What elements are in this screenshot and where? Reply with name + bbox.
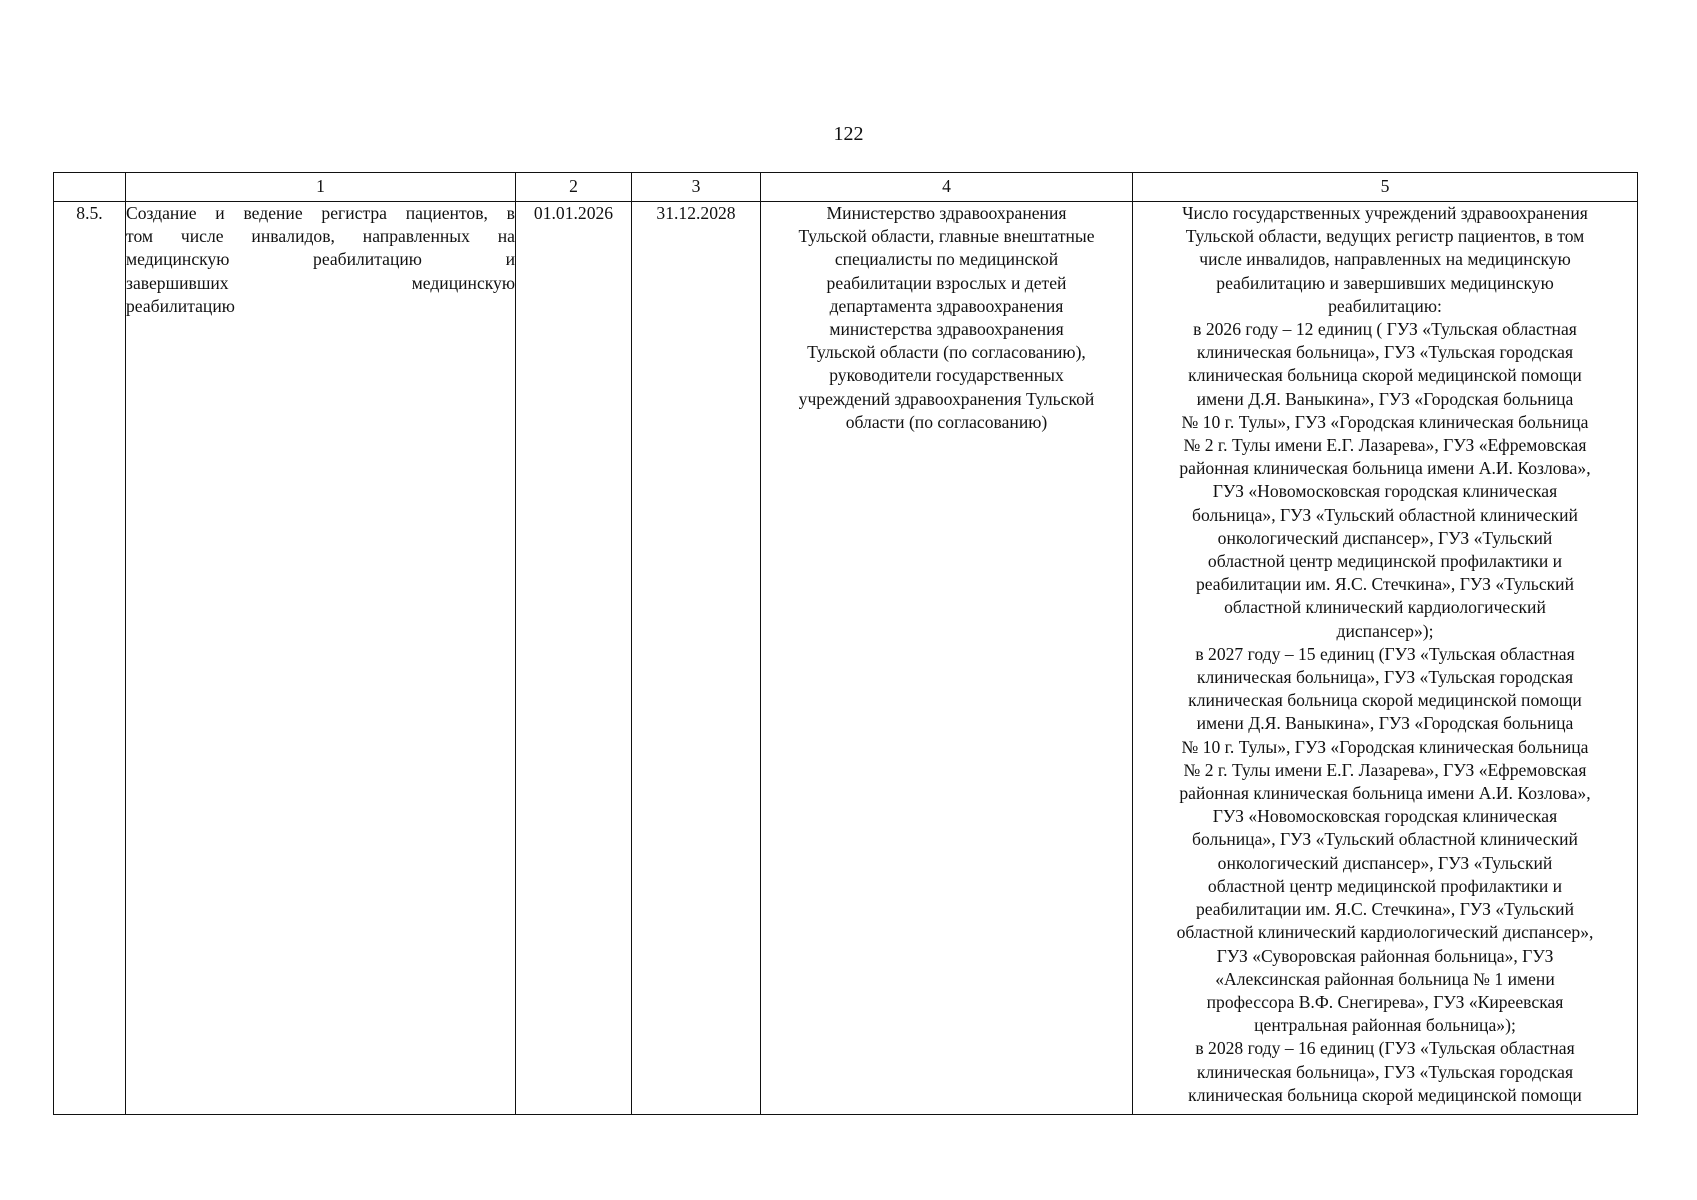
indicator-line: ГУЗ «Новомосковская городская клиническая: [1212, 806, 1558, 827]
page-number: 122: [833, 123, 864, 145]
column-header-5: 5: [1133, 173, 1638, 202]
end-date: 31.12.2028: [632, 202, 761, 1115]
measure-name-line: Создание и ведение регистра пациентов, в: [126, 203, 515, 223]
indicator-line: Тульской области, ведущих регистр пациентов, в том: [1185, 226, 1585, 247]
responsible-line: Тульской области, главные внештатные: [798, 226, 1095, 247]
indicator-line: в 2028 году – 16 единиц (ГУЗ «Тульская областная: [1195, 1038, 1575, 1059]
column-header-number: [54, 173, 126, 202]
indicator-line: районная клиническая больница имени А.И. Козлова»,: [1179, 783, 1591, 804]
indicator-line: имени Д.Я. Ваныкина», ГУЗ «Городская больница: [1196, 713, 1574, 734]
indicator-line: «Алексинская районная больница № 1 имени: [1215, 968, 1555, 989]
indicator-line: № 10 г. Тулы», ГУЗ «Городская клиническая больница: [1181, 736, 1589, 757]
responsible-line: министерства здравоохранения: [829, 319, 1064, 340]
indicator-line: областной центр медицинской профилактики и: [1207, 875, 1563, 896]
measure-name-line: том числе инвалидов, направленных на: [126, 226, 515, 247]
indicator-line: № 2 г. Тулы имени Е.Г. Лазарева», ГУЗ «Ефремовская: [1183, 759, 1587, 780]
indicator-line: онкологический диспансер», ГУЗ «Тульский: [1217, 852, 1553, 873]
responsible-line: Министерство здравоохранения: [826, 203, 1067, 223]
indicator-line: районная клиническая больница имени А.И. Козлова»,: [1179, 458, 1591, 479]
indicator-line: диспансер»);: [1336, 620, 1434, 641]
indicator-line: ГУЗ «Суворовская районная больница», ГУЗ: [1216, 945, 1554, 966]
indicator-line: клиническая больница скорой медицинской помощи: [1188, 690, 1582, 711]
measure-name-line: завершивших медицинскую: [126, 272, 515, 293]
indicator-line: в 2026 году – 12 единиц ( ГУЗ «Тульская областная: [1193, 319, 1577, 340]
responsible-line: Тульской области (по согласованию),: [807, 342, 1086, 363]
indicator-line: реабилитации им. Я.С. Стечкина», ГУЗ «Тульский: [1195, 574, 1575, 595]
indicator-line: областной клинический кардиологический: [1224, 597, 1546, 618]
indicator-line: числе инвалидов, направленных на медицинскую: [1199, 249, 1571, 270]
column-header-1: 1: [126, 173, 516, 202]
responsible-line: руководители государственных: [829, 365, 1064, 386]
measure-name-line: реабилитацию: [126, 295, 235, 316]
measure-name: [126, 202, 516, 1115]
indicator-line: центральная районная больница»);: [1254, 1015, 1516, 1036]
indicator-line: областной клинический кардиологический диспансер»,: [1176, 922, 1594, 943]
column-header-2: 2: [516, 173, 632, 202]
indicator-line: онкологический диспансер», ГУЗ «Тульский: [1217, 527, 1553, 548]
indicator-line: № 10 г. Тулы», ГУЗ «Городская клиническая больница: [1181, 411, 1589, 432]
indicator-description: [1133, 202, 1638, 1115]
indicator-line: областной центр медицинской профилактики и: [1207, 551, 1563, 572]
column-header-4: 4: [761, 173, 1133, 202]
indicator-line: профессора В.Ф. Снегирева», ГУЗ «Киреевская: [1206, 991, 1564, 1012]
indicator-line: № 2 г. Тулы имени Е.Г. Лазарева», ГУЗ «Ефремовская: [1183, 435, 1587, 456]
measures-table: [53, 172, 1638, 1115]
indicator-line: реабилитации им. Я.С. Стечкина», ГУЗ «Тульский: [1195, 899, 1575, 920]
responsible-line: учреждений здравоохранения Тульской: [798, 388, 1095, 409]
indicator-line: клиническая больница скорой медицинской помощи: [1188, 365, 1582, 386]
responsible-line: департамента здравоохранения: [829, 295, 1064, 316]
table-row: [54, 202, 1638, 1115]
indicator-line: клиническая больница», ГУЗ «Тульская городская: [1196, 342, 1574, 363]
indicator-line: клиническая больница», ГУЗ «Тульская городская: [1196, 1061, 1574, 1082]
measure-name-line: медицинскую реабилитацию и: [126, 249, 515, 270]
indicator-line: ГУЗ «Новомосковская городская клиническая: [1212, 481, 1558, 502]
indicator-line: имени Д.Я. Ваныкина», ГУЗ «Городская больница: [1196, 388, 1574, 409]
indicator-line: реабилитацию:: [1328, 295, 1442, 316]
table-header-row: [54, 173, 1638, 202]
indicator-line: Число государственных учреждений здравоохранения: [1182, 203, 1588, 223]
responsible-line: специалисты по медицинской: [834, 249, 1059, 270]
indicator-line: реабилитацию и завершивших медицинскую: [1216, 272, 1554, 293]
indicator-line: клиническая больница», ГУЗ «Тульская городская: [1196, 667, 1574, 688]
responsible-executors: [761, 202, 1133, 1115]
responsible-line: реабилитации взрослых и детей: [826, 272, 1067, 293]
row-number: 8.5.: [54, 202, 126, 1115]
indicator-line: больница», ГУЗ «Тульский областной клинический: [1192, 829, 1578, 850]
indicator-line: в 2027 году – 15 единиц (ГУЗ «Тульская областная: [1195, 643, 1575, 664]
responsible-line: области (по согласованию): [845, 411, 1048, 432]
start-date: 01.01.2026: [516, 202, 632, 1115]
indicator-line: клиническая больница скорой медицинской помощи: [1188, 1084, 1582, 1105]
indicator-line: больница», ГУЗ «Тульский областной клинический: [1192, 504, 1578, 525]
column-header-3: 3: [632, 173, 761, 202]
